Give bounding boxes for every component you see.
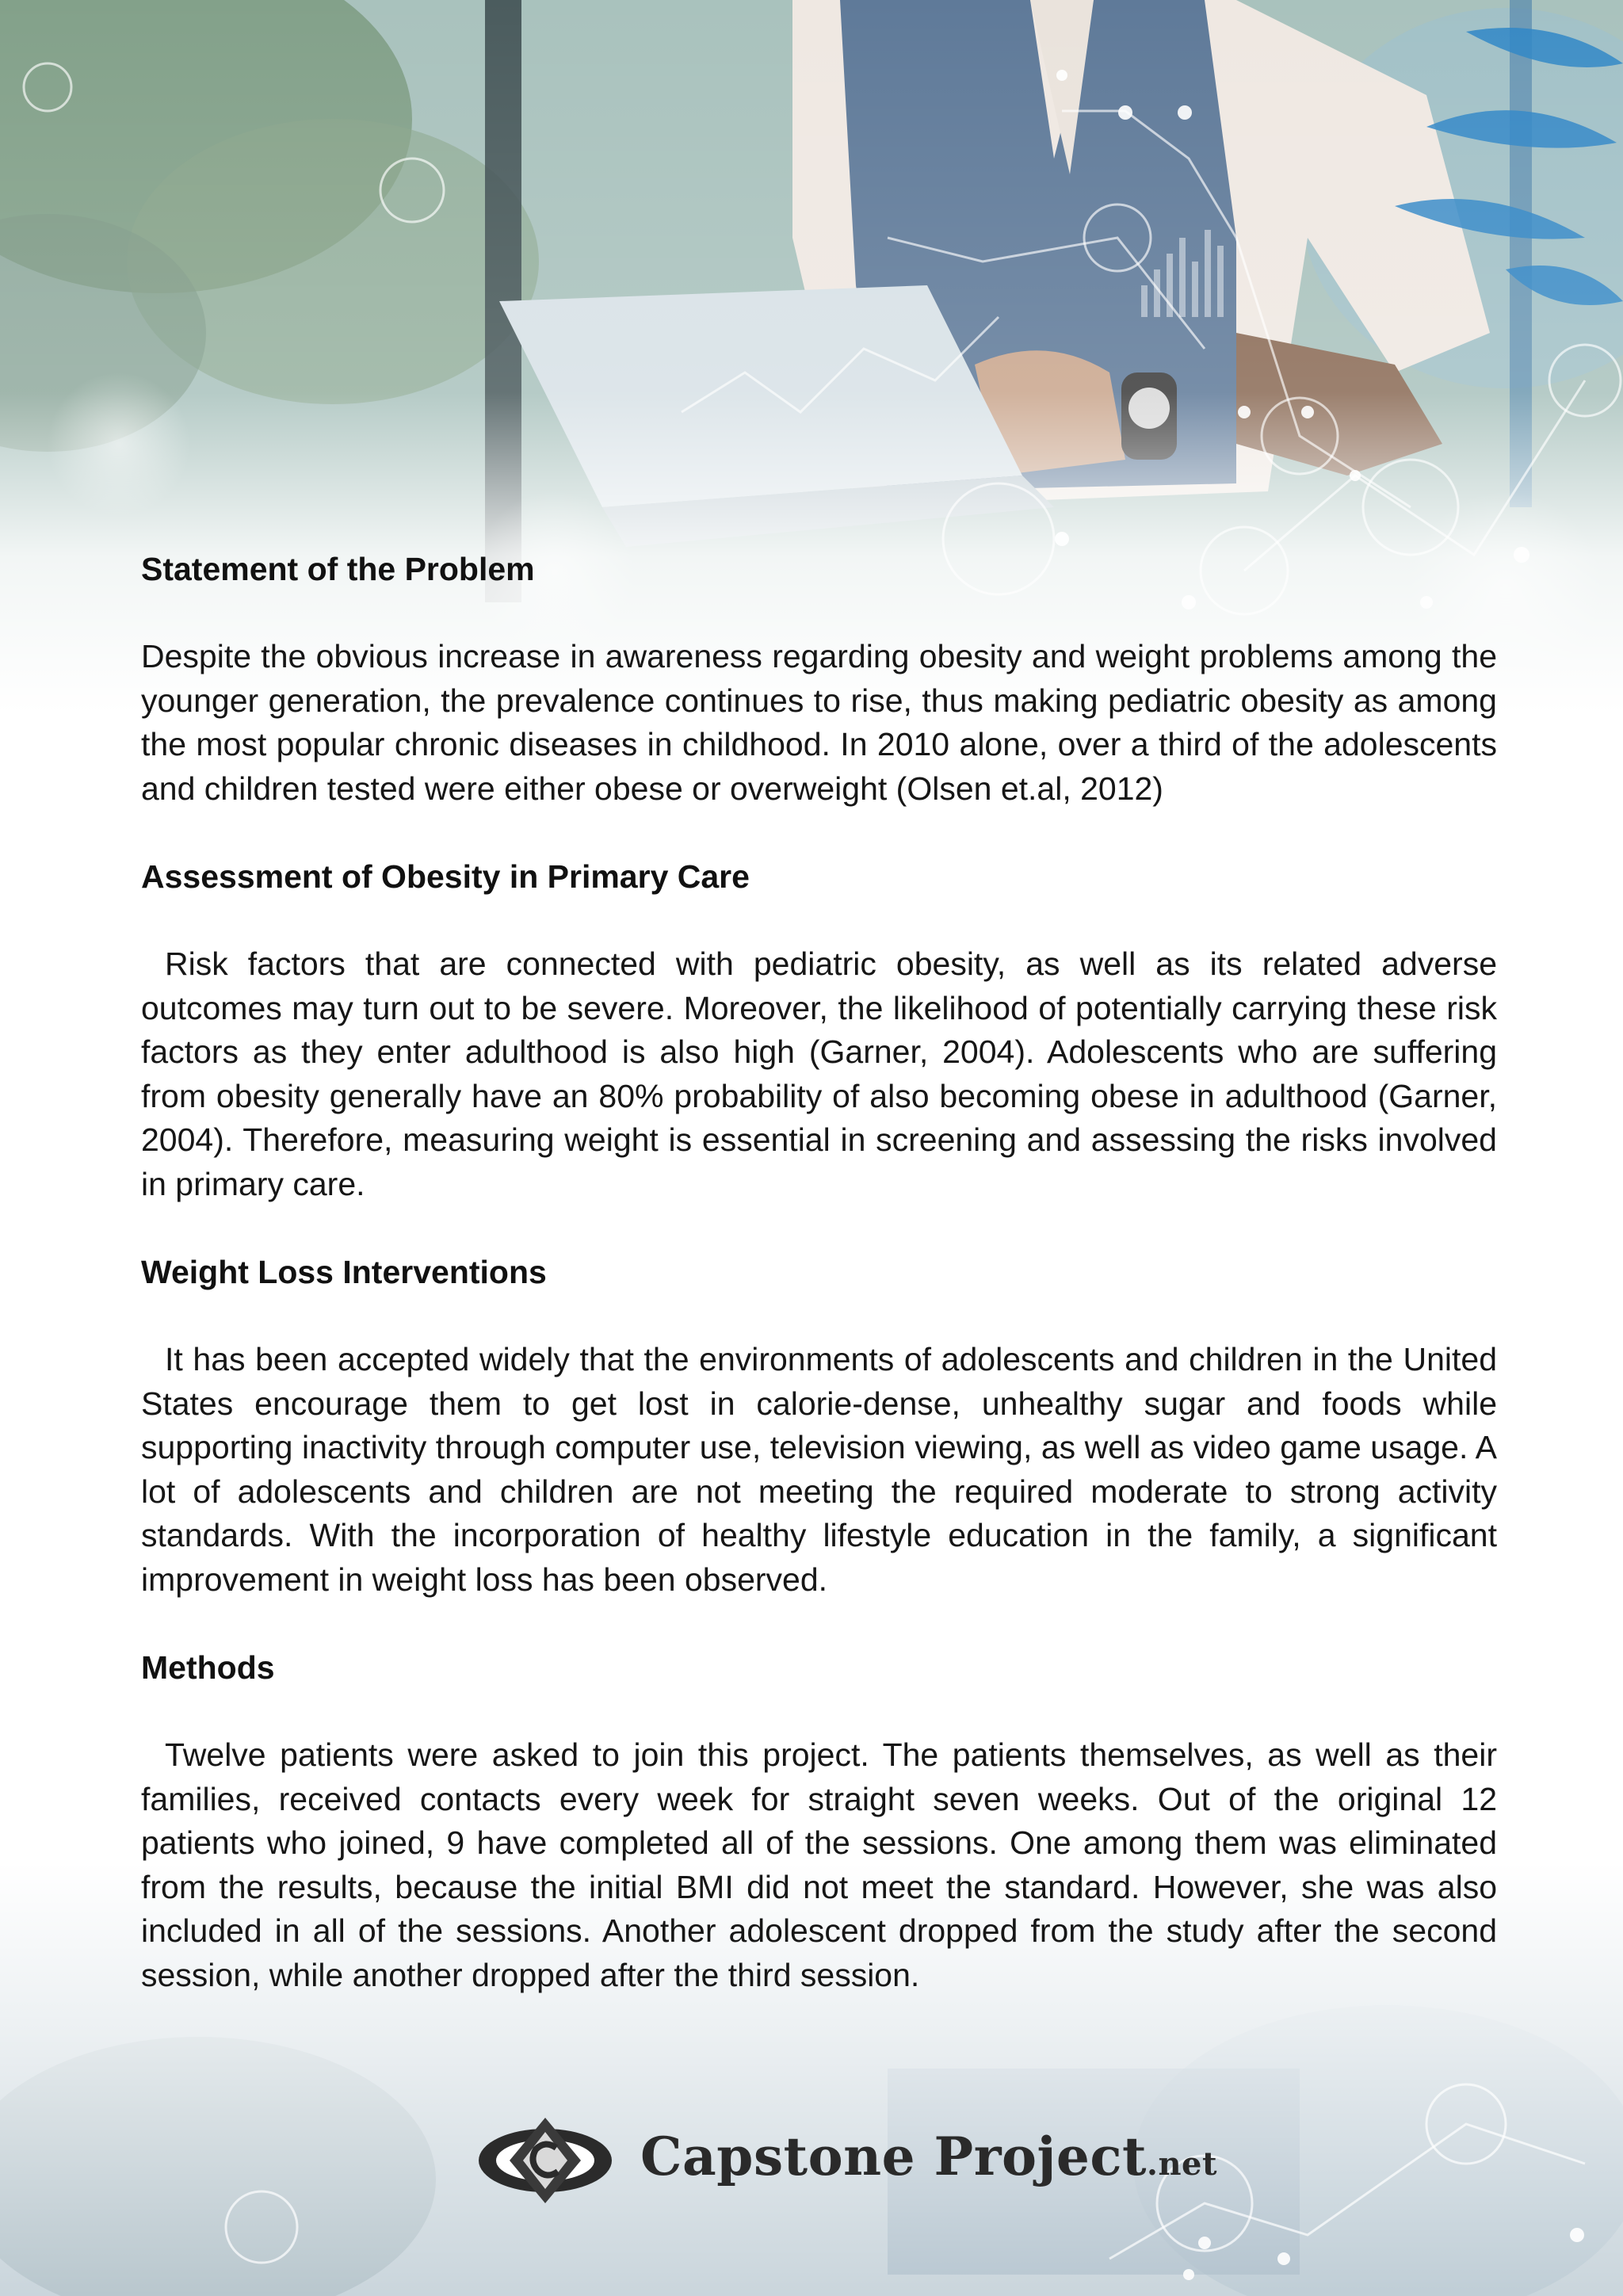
section-paragraph-problem: Despite the obvious increase in awareness regarding obesity and weight problems among the younger generation, the prevalence continues to rise, thus making pediatric obesity as among the most popular chronic diseases in childhood. In 2010 alone, over a third of the adolescents and children tested were either obese or overweight (Olsen et.al, 2012) — [141, 638, 1497, 807]
section-heading-problem: Statement of the Problem — [141, 551, 535, 587]
section-heading-methods: Methods — [141, 1649, 275, 1686]
section-heading-assessment: Assessment of Obesity in Primary Care — [141, 858, 750, 895]
logo-main-text: Capstone Project — [640, 2126, 1148, 2187]
section-paragraph-methods: Twelve patients were asked to join this project. The patients themselves, as well as their families, received contacts every week for straight seven weeks. Out of the original 12 patients who joined, 9 have completed all of the sessions. One among them was eliminated from the results, because the initial BMI did not meet the standard. However, she was also included in all of the sessions. Another adolescent dropped from the study after the second session, while another dropped after the third session. — [141, 1736, 1497, 1993]
section-heading-interventions: Weight Loss Interventions — [141, 1254, 547, 1290]
section-paragraph-assessment: Risk factors that are connected with pediatric obesity, as well as its related adverse outcomes may turn out to be severe. Moreover, the likelihood of potentially carrying these risk factors as they enter adulthood is also high (Garner, 2004). Adolescents who are suffering from obesity generally have an 80% probability of also becoming obese in adulthood (Garner, 2004). Therefore, measuring weight is essential in screening and assessing the risks involved in primary care. — [141, 946, 1497, 1202]
section-paragraph-interventions: It has been accepted widely that the environments of adolescents and children in the United States encourage them to get lost in calorie-dense, unhealthy sugar and foods while supporting inactivity through computer use, television viewing, as well as video game usage. A lot of adolescents and children are not meeting the required moderate to strong activity standards. With the incorporation of healthy lifestyle education in the family, a significant improvement in weight loss has been observed. — [141, 1341, 1497, 1598]
logo-suffix-text: .net — [1147, 2145, 1217, 2183]
capstone-project-logo[interactable] — [474, 2111, 1217, 2206]
capstone-emblem-icon — [474, 2111, 617, 2206]
document-body — [141, 547, 1497, 2041]
logo-wordmark — [640, 2126, 1217, 2187]
